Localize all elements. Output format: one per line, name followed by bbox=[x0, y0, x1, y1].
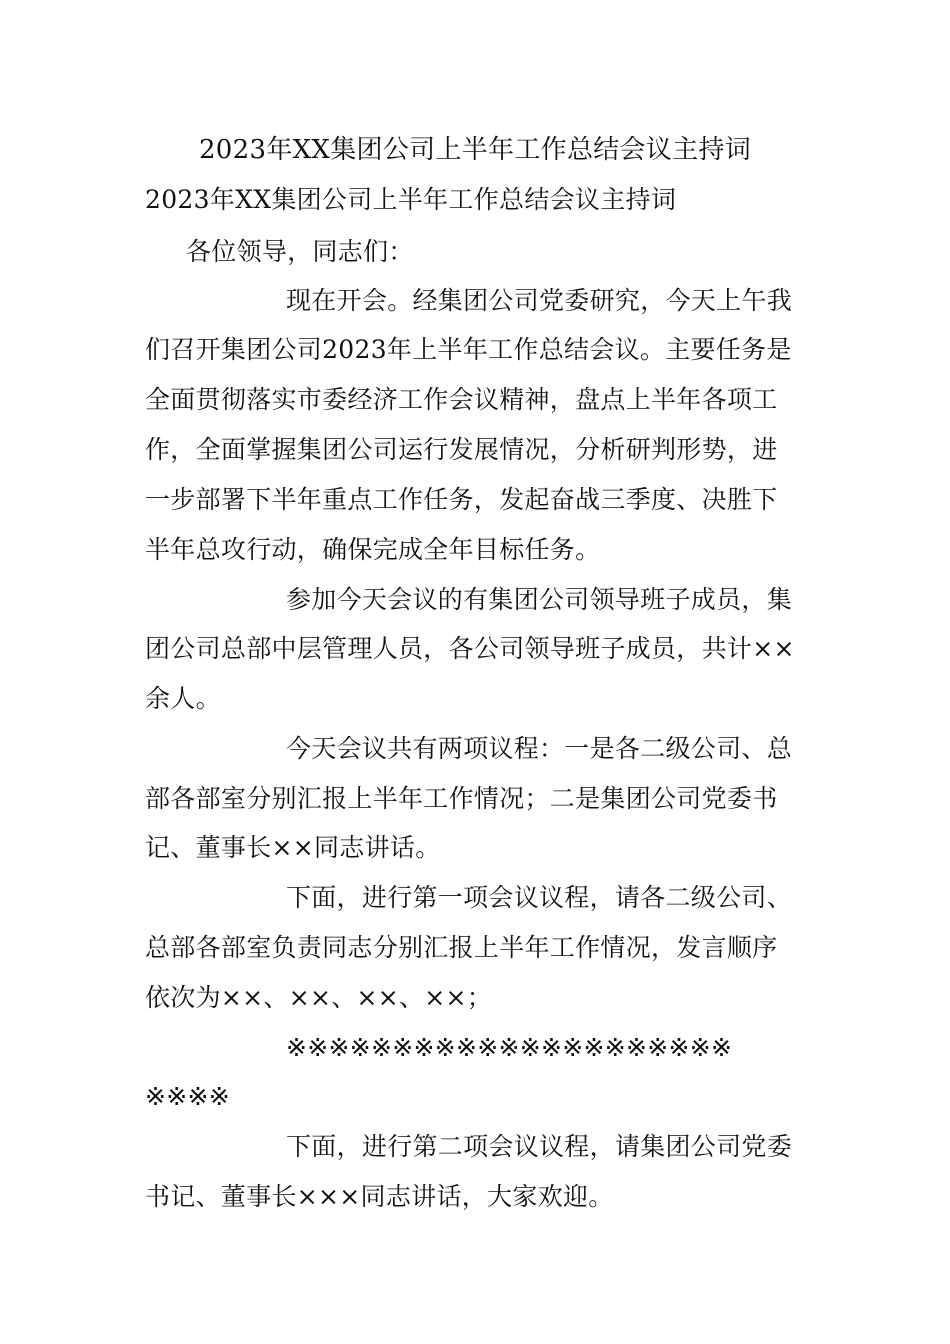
paragraph-line: 余人。 bbox=[145, 684, 221, 713]
paragraph-line: 团公司总部中层管理人员，各公司领导班子成员，共计×× bbox=[145, 634, 795, 663]
paragraph-line: 一步部署下半年重点工作任务，发起奋战三季度、决胜下 bbox=[145, 485, 778, 514]
paragraph-line: 记、董事长××同志讲话。 bbox=[145, 833, 441, 862]
paragraph-line: 作，全面掌握集团公司运行发展情况，分析研判形势，进 bbox=[145, 435, 778, 464]
paragraph-line: 部各部室分别汇报上半年工作情况；二是集团公司党委书 bbox=[145, 784, 778, 813]
paragraph-line: 书记、董事长×××同志讲话，大家欢迎。 bbox=[145, 1182, 614, 1211]
document-title: 2023年XX集团公司上半年工作总结会议主持词 bbox=[198, 135, 752, 165]
document-subtitle: 2023年XX集团公司上半年工作总结会议主持词 bbox=[145, 185, 677, 214]
paragraph-line: 依次为××、××、××、××； bbox=[145, 983, 493, 1012]
paragraph-line: 下面，进行第二项会议议程，请集团公司党委 bbox=[286, 1132, 793, 1161]
greeting: 各位领导，同志们： bbox=[186, 237, 414, 266]
paragraph-line: 半年总攻行动，确保完成全年目标任务。 bbox=[145, 535, 601, 564]
paragraph-line: 参加今天会议的有集团公司领导班子成员，集 bbox=[286, 585, 793, 614]
separator-line: ※※※※※※※※※※※※※※※※※※※※※ bbox=[286, 1033, 733, 1062]
separator-line: ※※※※ bbox=[145, 1082, 230, 1111]
paragraph-line: 们召开集团公司2023年上半年工作总结会议。主要任务是 bbox=[145, 335, 792, 364]
paragraph-line: 全面贯彻落实市委经济工作会议精神，盘点上半年各项工 bbox=[145, 385, 778, 414]
paragraph-line: 总部各部室负责同志分别汇报上半年工作情况，发言顺序 bbox=[145, 933, 778, 962]
paragraph-line: 现在开会。经集团公司党委研究，今天上午我 bbox=[286, 286, 793, 315]
paragraph-line: 今天会议共有两项议程：一是各二级公司、总 bbox=[286, 734, 793, 763]
paragraph-line: 下面，进行第一项会议议程，请各二级公司、 bbox=[286, 883, 793, 912]
